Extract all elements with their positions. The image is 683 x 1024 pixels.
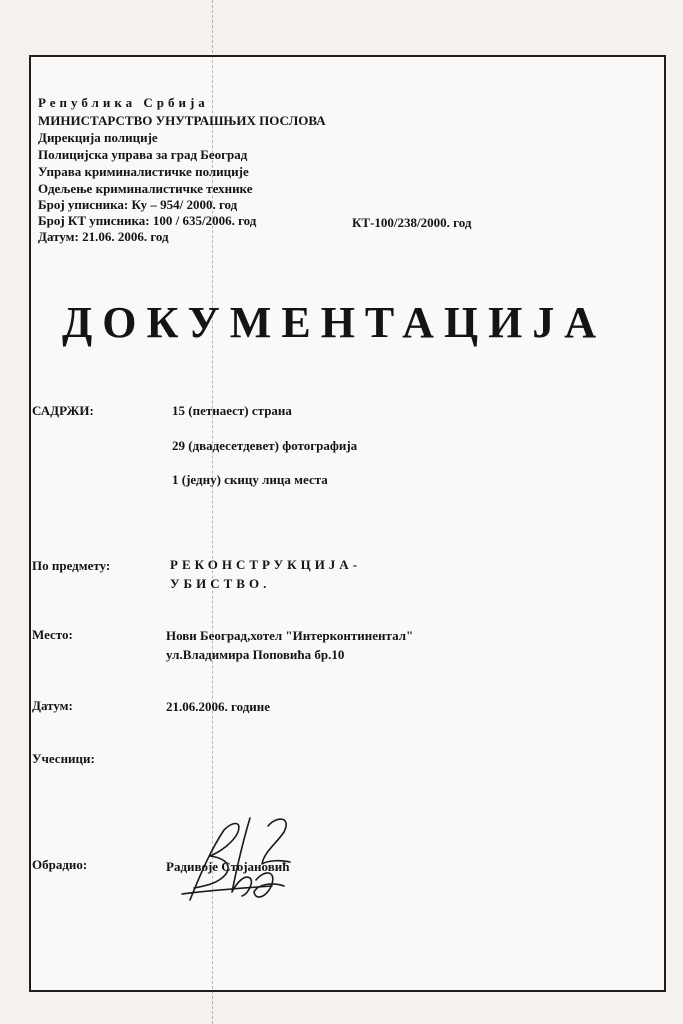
contents-label: САДРЖИ: (32, 403, 94, 418)
header-kt-reference: КТ-100/238/2000. год (352, 215, 472, 230)
place-line-2: ул.Владимира Поповића бр.10 (166, 647, 345, 662)
subject-label: По предмету: (32, 558, 111, 573)
header-crim-tech: Одељење криминалистичке технике (38, 181, 253, 196)
contents-sketch: 1 (једну) скицу лица места (172, 472, 328, 487)
processed-by-name: Радивоје Стојановић (166, 859, 290, 874)
date-label: Датум: (32, 698, 73, 713)
subject-line-2: УБИСТВО. (170, 576, 271, 591)
processed-label: Обрадио: (32, 857, 88, 872)
subject-line-1: РЕКОНСТРУКЦИЈА- (170, 557, 362, 572)
header-date: Датум: 21.06. 2006. год (38, 229, 169, 244)
participants-label: Учесници: (32, 751, 95, 766)
header-police-admin: Полицијска управа за град Београд (38, 147, 248, 162)
place-line-1: Нови Београд,хотел "Интерконтинентал" (166, 628, 414, 643)
handwritten-signature (172, 808, 312, 912)
header-ku-number: Број уписника: Ку – 954/ 2000. год (38, 197, 238, 212)
place-label: Место: (32, 627, 73, 642)
contents-pages: 15 (петнаест) страна (172, 403, 292, 418)
header-crim-police: Управа криминалистичке полиције (38, 164, 249, 179)
header-directorate: Дирекција полиције (38, 130, 158, 145)
header-ministry: МИНИСТАРСТВО УНУТРАШЊИХ ПОСЛОВА (38, 113, 326, 128)
contents-photos: 29 (двадесетдевет) фотографија (172, 438, 358, 453)
date-value: 21.06.2006. године (166, 699, 271, 714)
document-title: ДОКУМЕНТАЦИЈА (62, 298, 607, 347)
header-republic: Република Србија (38, 95, 209, 110)
header-kt-number: Број КТ уписника: 100 / 635/2006. год (38, 213, 257, 228)
